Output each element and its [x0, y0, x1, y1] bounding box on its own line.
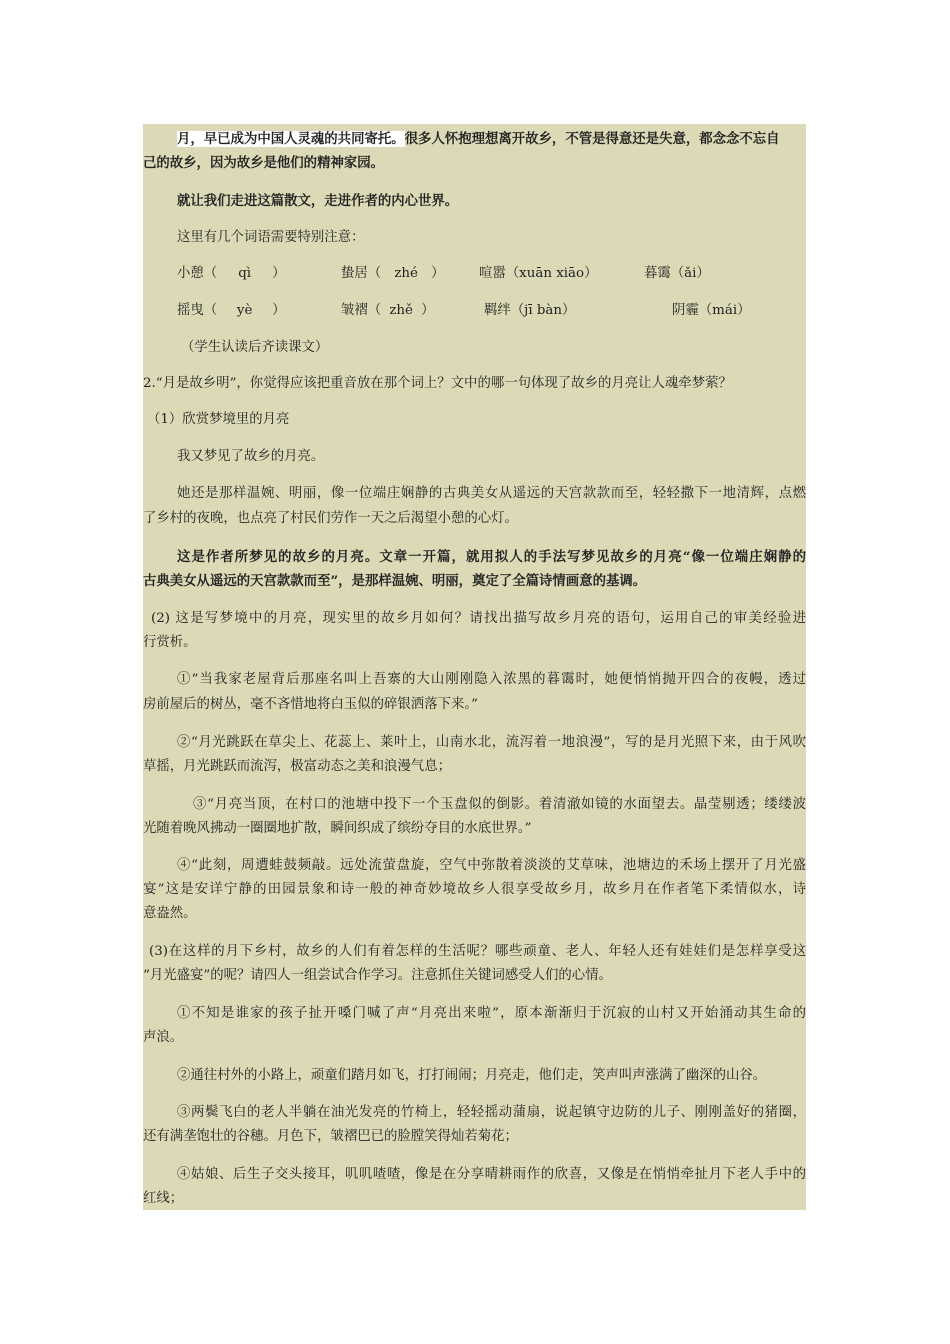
section-3-question: “月光盛宴”的呢？请四人一组尝试合作学习。注意抓住关键词感受人们的心情。 [143, 968, 612, 983]
quote-3: ③“月亮当顶，在村口的池塘中投下一个玉盘似的倒影。着清澈如镜的水面望去。晶莹剔透；缕缕波 [193, 797, 806, 812]
intro-text: 很多人怀抱理想离开故乡，不管是得意还是失意，都念念不忘自 [404, 131, 780, 147]
section-1-paragraph: 了乡村的夜晚，也点亮了村民们劳作一天之后渴望小憩的心灯。 [143, 511, 518, 526]
vocab-intro: 这里有几个词语需要特别注意： [177, 230, 365, 245]
quote-2: ②“月光跳跃在草尖上、花蕊上、莱叶上，山南水北，流泻着一地浪漫”，写的是月光照下来，由于风吹 [177, 735, 806, 750]
quote-2: 草摇，月光跳跃而流泻，极富动态之美和浪漫气息； [143, 759, 451, 774]
quote-4: 宴”这是安详宁静的田园景象和诗一般的神奇妙境故乡人很享受故乡月，故乡月在作者笔下柔情似水，诗 [143, 882, 806, 897]
paragraph-intro-line2: 己的故乡，因为故乡是他们的精神家园。 [143, 155, 385, 171]
vocab-item: 蛰居（ zhé ） [341, 266, 445, 281]
vocab-item: 皱褶（ zhě ） [341, 303, 435, 318]
reading-2: ②通往村外的小路上，顽童们踏月如飞，打打闹闹；月亮走，他们走，笑声叫声涨满了幽深的山谷。 [177, 1068, 767, 1083]
quote-1: 房前屋后的树丛，毫不吝惜地将白玉似的碎银洒落下来。” [143, 697, 478, 712]
vocab-item: 小憩（ qì ） [177, 266, 286, 281]
highlighted-text: 月，早已成为中国人灵魂的共同寄托。 [177, 131, 405, 147]
section-3-question: (3)在这样的月下乡村，故乡的人们有着怎样的生活呢？哪些顽童、老人、年轻人还有娃娃们是怎样享受这 [149, 944, 806, 959]
vocab-item: 摇曳（ yè ） [177, 303, 286, 318]
vocab-item: 阴霾（mái） [672, 303, 751, 318]
section-1-paragraph: 我又梦见了故乡的月亮。 [177, 449, 325, 464]
vocab-item: 羁绊（jī bàn） [484, 303, 576, 318]
quote-4: 意盎然。 [143, 906, 197, 921]
vocab-item: 暮霭（ǎi） [644, 266, 710, 281]
reading-note: （学生认读后齐读课文） [181, 340, 329, 355]
quote-3: 光随着晚风拂动一圈圈地扩散，瞬间织成了缤纷夺目的水底世界。” [143, 821, 532, 836]
reading-3: ③两鬓飞白的老人半躺在油光发亮的竹椅上，轻轻摇动蒲扇，说起镇守边防的儿子、刚刚盖好的猪圈， [177, 1105, 806, 1120]
analysis-paragraph: 这是作者所梦见的故乡的月亮。文章一开篇，就用拟人的手法写梦见故乡的月亮“像一位端庄娴静的 [177, 549, 806, 565]
quote-1: ①“当我家老屋背后那座名叫上吾寨的大山刚刚隐入浓黑的暮霭时，她便悄悄抛开四合的夜幔，透过 [177, 672, 806, 687]
paragraph-intro-line1 [177, 129, 780, 149]
reading-4: 红线； [143, 1191, 184, 1206]
document-page [143, 124, 806, 1210]
section-2-question: (2) 这是写梦境中的月亮，现实里的故乡月如何？请找出描写故乡月亮的语句，运用自己的审美经验进 [151, 611, 806, 626]
paragraph-invite: 就让我们走进这篇散文，走进作者的内心世界。 [177, 193, 459, 209]
section-1-paragraph: 她还是那样温婉、明丽，像一位端庄娴静的古典美女从遥远的天宫款款而至，轻轻撒下一地清辉，点燃 [177, 486, 806, 501]
section-2-question: 行赏析。 [143, 635, 197, 650]
reading-4: ④姑娘、后生子交头接耳，叽叽喳喳，像是在分享晴耕雨作的欣喜，又像是在悄悄牵扯月下老人手中的 [177, 1167, 806, 1182]
reading-3: 还有满垄饱壮的谷穗。月色下，皱褶巴已的脸膛笑得灿若菊花； [143, 1129, 518, 1144]
quote-4: ④“此刻，周遭蛙鼓频敲。远处流萤盘旋，空气中弥散着淡淡的艾草味，池塘边的禾场上摆开了月光盛 [177, 858, 806, 873]
question-2: 2.“月是故乡明”，你觉得应该把重音放在那个词上？文中的哪一句体现了故乡的月亮让人魂牵梦萦？ [143, 376, 732, 391]
reading-1: ①不知是谁家的孩子扯开嗓门喊了声“月亮出来啦”，原本渐渐归于沉寂的山村又开始涌动其生命的 [177, 1006, 806, 1021]
vocab-item: 喧嚣（xuān xiāo） [479, 266, 598, 281]
reading-1: 声浪。 [143, 1030, 184, 1045]
section-1-title: （1）欣赏梦境里的月亮 [147, 412, 290, 427]
analysis-paragraph: 古典美女从遥远的天宫款款而至”，是那样温婉、明丽，奠定了全篇诗情画意的基调。 [143, 573, 647, 589]
